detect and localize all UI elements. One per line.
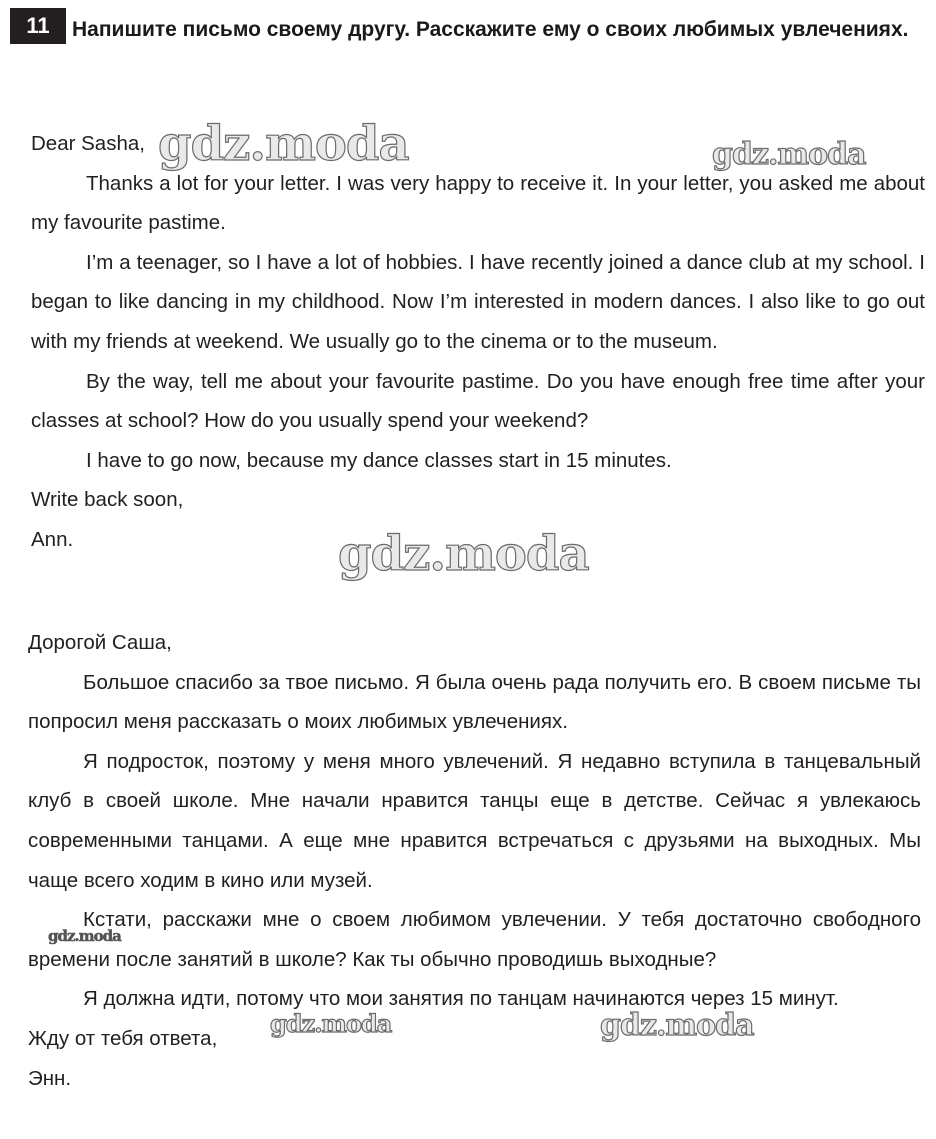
task-instruction: Напишите письмо своему другу. Расскажите ему о своих любимых увлечениях.: [72, 18, 909, 41]
letter-paragraph: By the way, tell me about your favourite pastime. Do you have enough free time after your classes at school? How do you usually spend your weekend?: [31, 369, 925, 433]
letter-english: [31, 124, 925, 560]
letter-paragraph: Большое спасибо за твое письмо. Я была очень рада получить его. В своем письме ты попросил меня рассказать о моих любимых увлечениях.: [28, 670, 921, 734]
letter-greeting: Dear Sasha,: [31, 132, 145, 155]
watermark: gdz.moda: [712, 137, 866, 172]
letter-paragraph: Я должна идти, потому что мои занятия по танцам начинаются через 15 минут.: [83, 987, 839, 1011]
watermark: gdz.moda: [338, 526, 589, 582]
letter-signature: Ann.: [31, 527, 74, 551]
letter-signature: Энн.: [28, 1066, 72, 1090]
watermark: gdz.moda: [158, 116, 409, 172]
watermark: gdz.moda: [600, 1008, 754, 1043]
letter-paragraph: Я подросток, поэтому у меня много увлечений. Я недавно вступила в танцевальный клуб в своей школе. Мне начали нравится танцы еще в детстве. Сейчас я увлекаюсь современными танцами. А еще мне нравится встречаться с друзьями на выходных. Мы чаще всего ходим в кино или музей.: [28, 749, 921, 892]
letter-paragraph: I have to go now, because my dance classes start in 15 minutes.: [86, 448, 672, 472]
letter-greeting: Дорогой Саша,: [28, 631, 172, 654]
watermark: gdz.moda: [270, 1009, 392, 1038]
task-header: [10, 8, 926, 88]
letter-paragraph: I’m a teenager, so I have a lot of hobbies. I have recently joined a dance club at my school. I began to like dancing in my childhood. Now I’m interested in modern dances. I also like to go out with my friends at weekend. We usually go to the cinema or to the museum.: [31, 250, 925, 353]
letter-russian: [28, 623, 921, 1098]
letter-closing: Write back soon,: [31, 488, 184, 512]
watermark: gdz.moda: [48, 927, 121, 945]
task-number-badge: 11: [10, 8, 66, 44]
letter-closing: Жду от тебя ответа,: [28, 1026, 218, 1050]
letter-paragraph: Кстати, расскажи мне о своем любимом увлечении. У тебя достаточно свободного времени после занятий в школе? Как ты обычно проводишь выходные?: [28, 908, 921, 971]
letter-paragraph: Thanks a lot for your letter. I was very happy to receive it. In your letter, you asked me about my favourite pastime.: [31, 171, 925, 235]
